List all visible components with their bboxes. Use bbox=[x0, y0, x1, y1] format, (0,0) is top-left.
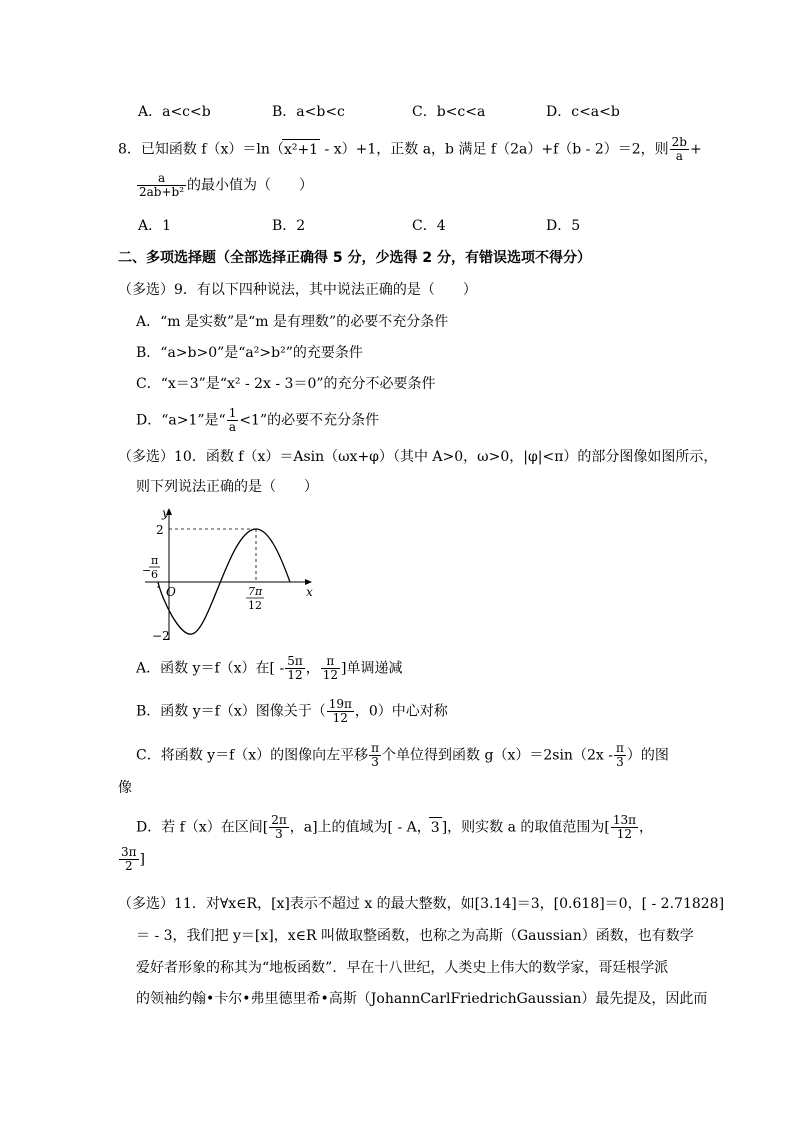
q10-d-frac2: $\frac{13\pi}{12}$ bbox=[612, 813, 637, 841]
q9-option-a: A．“m 是实数”是“m 是有理数”的必要不充分条件 bbox=[136, 314, 449, 330]
q8-option-a: A．1 bbox=[138, 218, 172, 234]
x-axis-label: x bbox=[306, 585, 313, 599]
q8-option-b: B．2 bbox=[272, 218, 306, 234]
q8-stem bbox=[118, 136, 702, 163]
q10-d-frac3: $\frac{3\pi}{2}$ bbox=[121, 845, 137, 873]
y-min-label: −2 bbox=[152, 629, 170, 643]
q7-option-b: B．a<b<c bbox=[272, 104, 345, 120]
q9-option-c: C．“x＝3”是“x² - 2x - 3＝0”的充分不必要条件 bbox=[136, 376, 436, 392]
q8-tail: 的最小值为（ ） bbox=[187, 177, 314, 194]
q9-stem: （多选）9．有以下四种说法，其中说法正确的是（ ） bbox=[118, 282, 477, 298]
q11-line3: 爱好者形象的称其为“地板函数”．早在十八世纪，人类史上伟大的数学家，哥廷根学派 bbox=[136, 960, 669, 976]
q10-d-sqrt: 3 bbox=[429, 817, 442, 838]
q8-stem-line2 bbox=[136, 172, 313, 199]
q11-line2: ＝ - 3，我们把 y＝[x]，x∈R 叫做取整函数，也称之为高斯（Gaussian）函数，也有数学 bbox=[136, 928, 694, 944]
q8-sqrt: x²+1 bbox=[282, 139, 320, 160]
q10-d-frac1: $\frac{2\pi}{3}$ bbox=[271, 813, 287, 841]
q10-graph bbox=[140, 505, 325, 645]
q10-a-frac2: $\frac{\pi}{12}$ bbox=[322, 654, 339, 682]
q9-option-b: B．“a>b>0”是“a²>b²”的充要条件 bbox=[136, 345, 363, 361]
neg-pi6-den: 6 bbox=[151, 568, 158, 581]
section2-heading: 二、多项选择题（全部选择正确得 5 分，少选得 2 分，有错误选项不得分） bbox=[118, 250, 591, 266]
q8-option-d: D．5 bbox=[546, 218, 581, 234]
q10-b-frac: $\frac{19\pi}{12}$ bbox=[328, 697, 352, 725]
q8-frac2: $\frac{a}{\text{2ab+b²}}$ bbox=[139, 171, 185, 199]
q10-option-d: D．若 f（x）在区间[ $\frac{2\pi}{3}$ ，a]上的值域为[ - A，3 ]，则实数 a 的取值范围为[ $\frac{13\pi}{12}$ ， bbox=[136, 813, 654, 841]
q10-option-d-wrap: $\frac{3\pi}{2}$ ] bbox=[121, 845, 145, 873]
q7-option-d: D．c<a<b bbox=[546, 104, 620, 120]
seven-pi-num: 7π bbox=[248, 585, 263, 598]
q8-frac1: $\frac{2b}{a}$ bbox=[671, 135, 687, 163]
q9-d-frac: $\frac{1}{a}$ bbox=[228, 406, 237, 434]
y-axis-label: y bbox=[162, 506, 169, 520]
q10-c-frac2: $\frac{\pi}{3}$ bbox=[615, 741, 624, 769]
q10-stem-line2: 则下列说法正确的是（ ） bbox=[136, 479, 318, 495]
q10-option-b: B．函数 y＝f（x）图像关于（ $\frac{19\pi}{12}$ ，0）中心对称 bbox=[136, 697, 448, 725]
q11-line1: （多选）11．对∀x∈R，[x]表示不超过 x 的最大整数，如[3.14]＝3，[0.618]＝0，[ - 2.71828] bbox=[118, 896, 725, 912]
q10-option-c-wrap: 像 bbox=[118, 780, 132, 796]
q9-option-d: D．“a>1”是“ $\frac{1}{a}$ <1”的必要不充分条件 bbox=[136, 406, 380, 434]
q7-option-a: A．a<c<b bbox=[138, 104, 211, 120]
q8-stem-part2: - x）+1，正数 a，b 满足 f（2a）+f（b - 2）＝2，则 bbox=[320, 141, 669, 158]
q10-a-frac1: $\frac{5\pi}{12}$ bbox=[287, 654, 303, 682]
q10-option-a: A．函数 y＝f（x）在[ - $\frac{5\pi}{12}$ ， $\frac{\pi}{12}$ ]单调递减 bbox=[136, 654, 403, 682]
origin-label: O bbox=[166, 585, 176, 599]
neg-pi6-num: π bbox=[151, 554, 159, 567]
q11-line4: 的领袖约翰•卡尔•弗里德里希•高斯（JohannCarlFriedrichGaussian）最先提及，因此而 bbox=[136, 991, 708, 1007]
q8-plus: + bbox=[690, 141, 702, 158]
q10-stem-line1: （多选）10．函数 f（x）＝Asin（ωx+φ）（其中 A>0，ω>0，|φ|<π）的部分图像如图所示， bbox=[118, 449, 718, 465]
y-max-label: 2 bbox=[156, 523, 164, 537]
q10-option-c: C．将函数 y＝f（x）的图像向左平移 $\frac{\pi}{3}$ 个单位得到函数 g（x）＝2sin（2x - $\frac{\pi}{3}$ ）的图 bbox=[136, 741, 669, 769]
seven-pi-den: 12 bbox=[248, 599, 262, 612]
q7-option-c: C．b<c<a bbox=[412, 104, 486, 120]
q10-c-frac1: $\frac{\pi}{3}$ bbox=[371, 741, 380, 769]
q8-stem-part1: 8．已知函数 f（x）＝ln（ bbox=[118, 141, 284, 158]
q8-option-c: C．4 bbox=[412, 218, 446, 234]
neg-sign: − bbox=[142, 564, 152, 577]
